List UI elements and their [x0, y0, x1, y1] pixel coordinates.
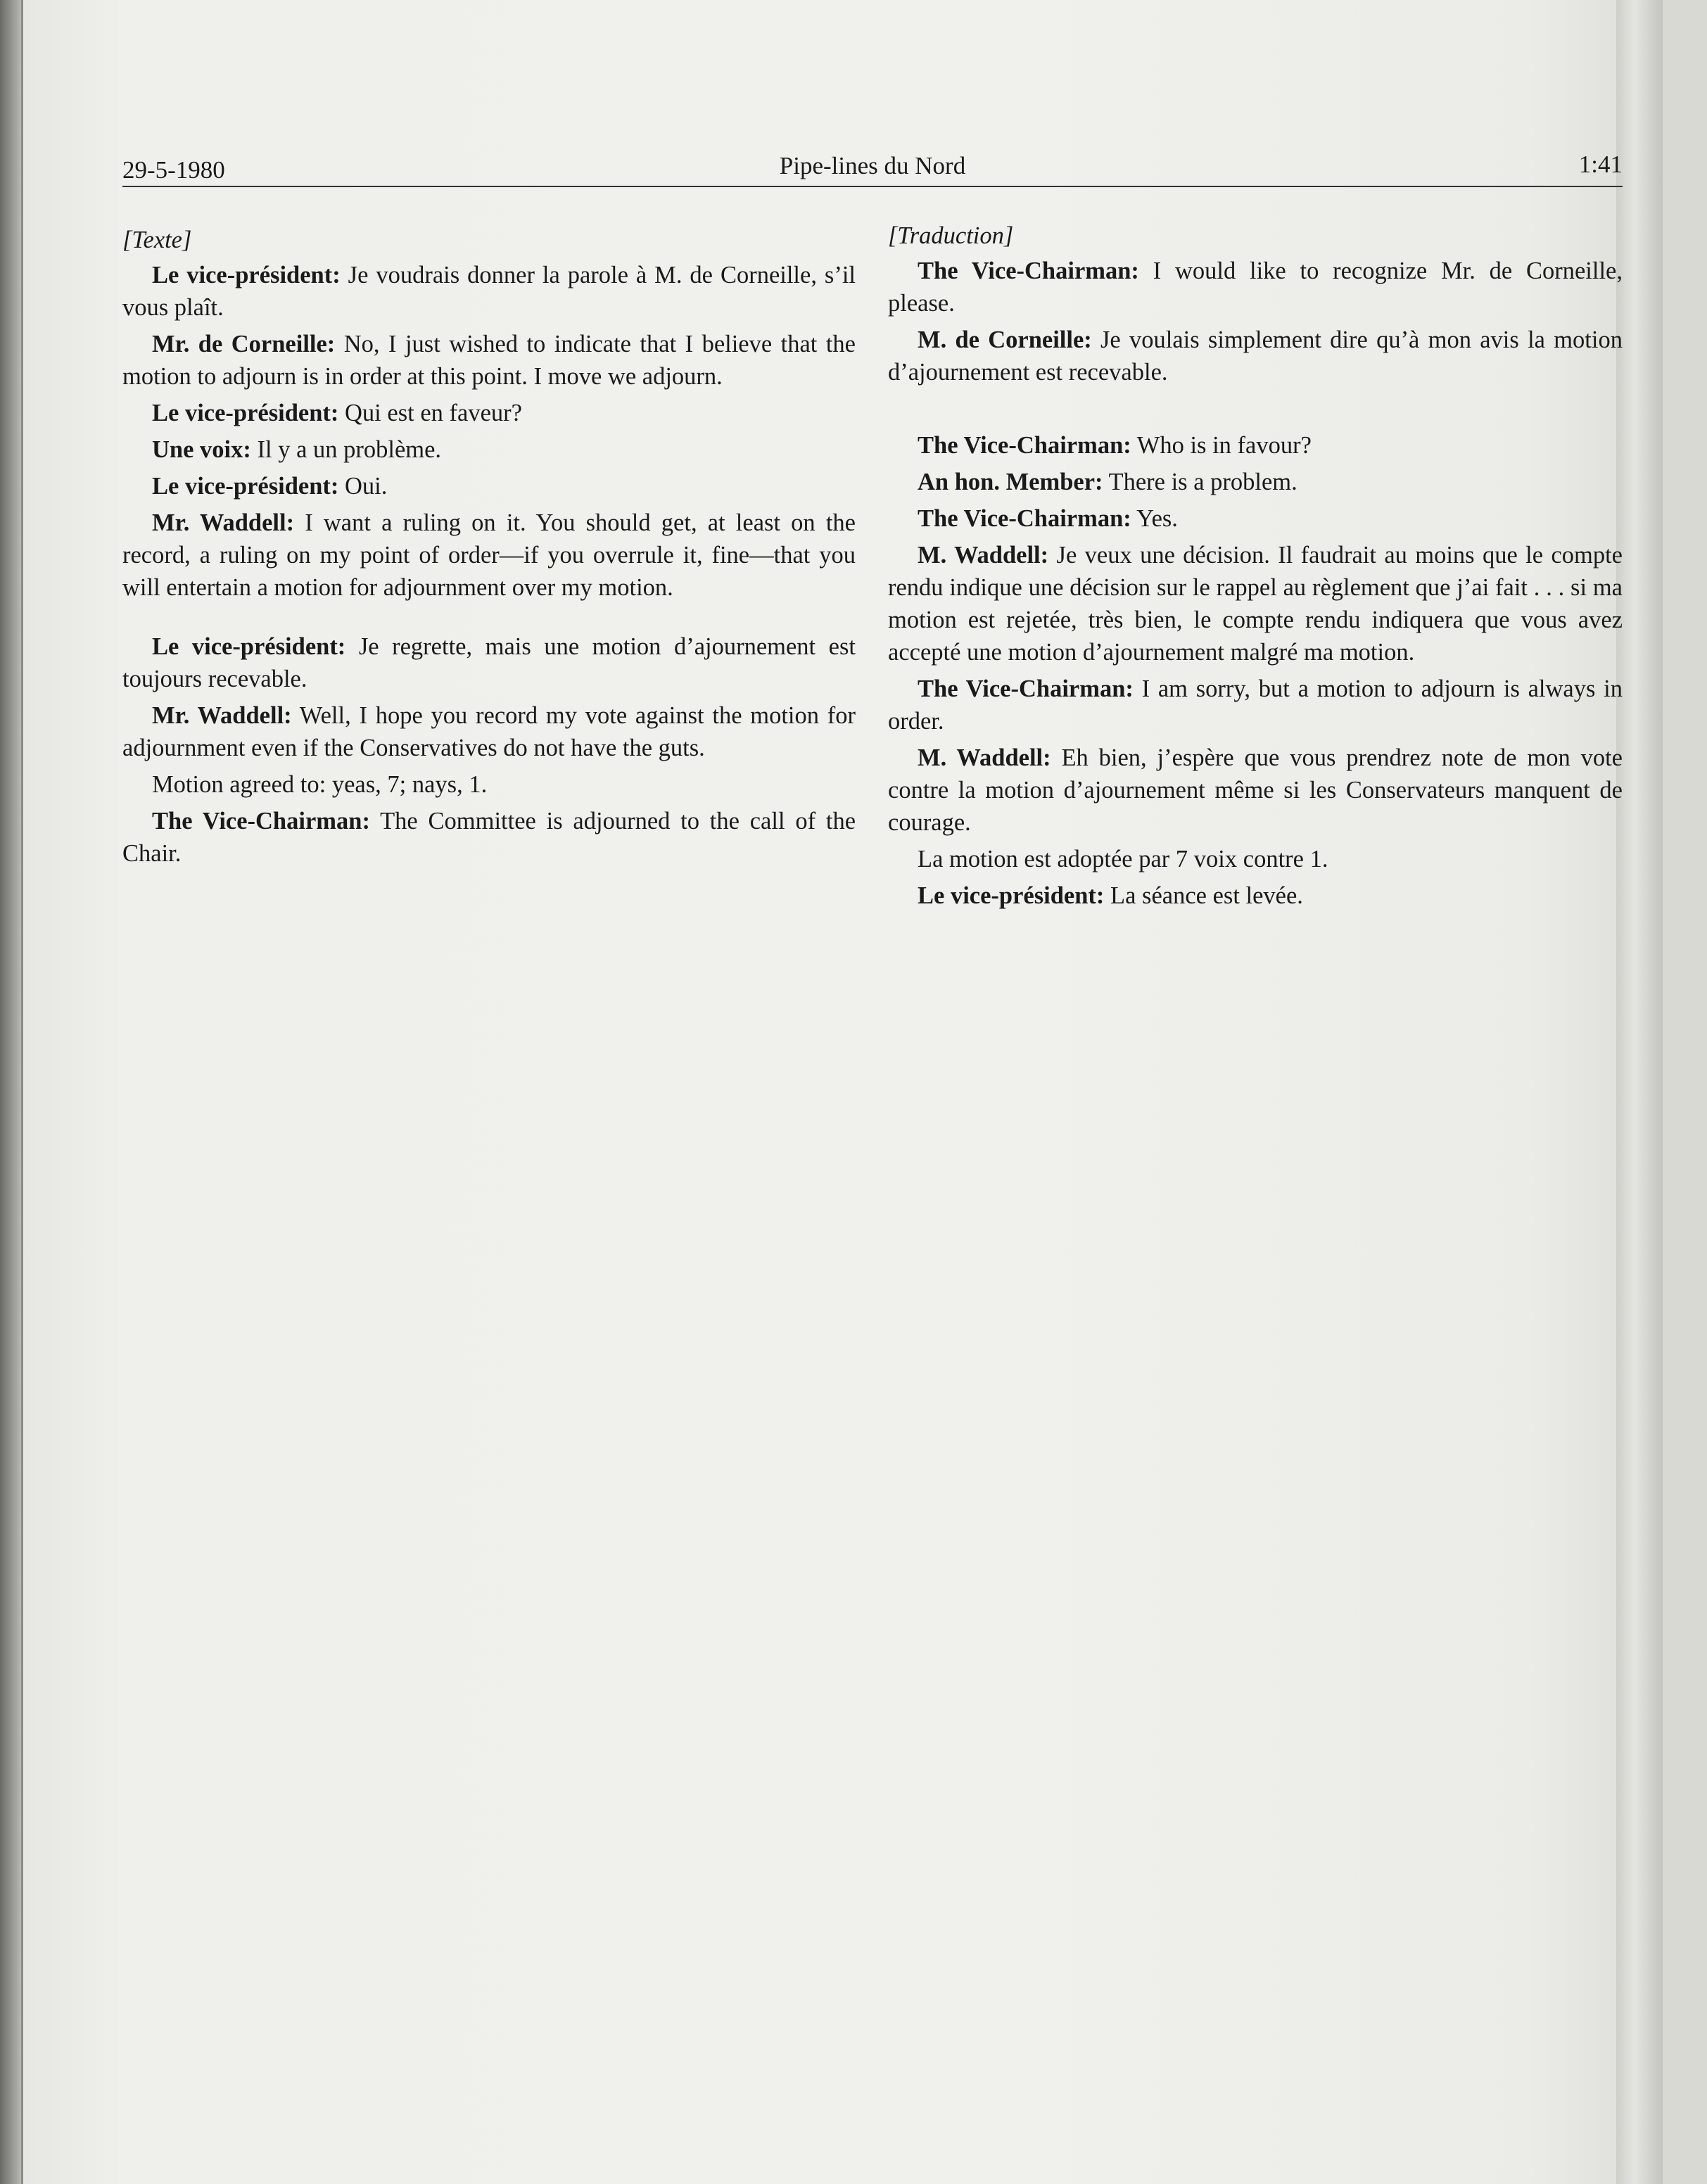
- speech-text: I am sorry, but a motion to adjourn is always in order.: [888, 675, 1623, 735]
- speaker-name: M. de Corneille:: [918, 326, 1092, 353]
- transcript-paragraph: [122, 433, 856, 466]
- transcript-paragraph: [888, 843, 1623, 875]
- speech-text: I want a ruling on it. You should get, at least on the record, a ruling on my point of order—if you overrule it, fine—that you will entertain a motion for adjournment over my motion.: [122, 509, 856, 601]
- speaker-name: The Vice-Chairman:: [152, 808, 370, 834]
- speaker-name: Une voix:: [152, 436, 251, 463]
- transcript-paragraph: [888, 255, 1623, 319]
- speech-text: Qui est en faveur?: [338, 400, 522, 426]
- transcript-paragraph: [122, 768, 856, 801]
- speaker-name: Le vice-président:: [152, 400, 339, 426]
- speaker-name: Le vice-président:: [152, 473, 339, 500]
- transcript-paragraph: [888, 673, 1623, 737]
- transcript-paragraph: [888, 220, 1623, 252]
- page-edge: [1616, 0, 1663, 2184]
- speaker-name: M. Waddell:: [918, 744, 1051, 771]
- transcript-paragraph: [122, 699, 856, 764]
- transcript-paragraph: [888, 880, 1623, 912]
- speaker-name: Mr. Waddell:: [152, 509, 295, 536]
- speech-text: [Traduction]: [888, 222, 1014, 249]
- speech-text: Je voulais simplement dire qu’à mon avis la motion d’ajournement est recevable.: [888, 326, 1623, 386]
- page-header: [122, 146, 1623, 187]
- speech-text: Yes.: [1131, 505, 1178, 532]
- speech-text: Je regrette, mais une motion d’ajournement est toujours recevable.: [122, 633, 856, 692]
- transcript-paragraph: [888, 502, 1623, 535]
- speech-text: [Texte]: [122, 227, 192, 253]
- speaker-name: Le vice-président:: [152, 262, 341, 288]
- transcript-paragraph: [888, 742, 1623, 839]
- transcript-paragraph: [122, 397, 856, 429]
- transcript-paragraph: [122, 470, 856, 502]
- speaker-name: Le vice-président:: [918, 882, 1105, 909]
- speaker-name: M. Waddell:: [918, 542, 1049, 569]
- speech-text: La motion est adoptée par 7 voix contre 1.: [918, 846, 1328, 872]
- transcript-paragraph: [122, 259, 856, 324]
- speech-text: Motion agreed to: yeas, 7; nays, 1.: [152, 771, 488, 798]
- header-date: 29-5-1980: [122, 156, 225, 184]
- speech-text: No, I just wished to indicate that I believe that the motion to adjourn is in order at this point. I move we adjourn.: [122, 331, 856, 390]
- speech-text: Il y a un problème.: [250, 436, 442, 463]
- speech-text: Well, I hope you record my vote against the motion for adjournment even if the Conservatives do not have the guts.: [122, 702, 856, 761]
- speaker-name: The Vice-Chairman:: [918, 432, 1131, 459]
- speech-text: Je veux une décision. Il faudrait au moins que le compte rendu indique une décision sur le rappel au règlement que j’ai fait . . . si ma motion est rejetée, très bien, le compte rendu indiquera que vous avez accepté une motion d’ajournement malgré ma motion.: [888, 542, 1623, 666]
- header-title: Pipe-lines du Nord: [779, 152, 966, 179]
- speech-text: La séance est levée.: [1104, 882, 1303, 909]
- speech-text: The Committee is adjourned to the call of the Chair.: [122, 808, 856, 867]
- speaker-name: An hon. Member:: [918, 469, 1103, 495]
- speaker-name: The Vice-Chairman:: [918, 505, 1131, 532]
- transcript-paragraph: [122, 630, 856, 695]
- speech-text: Je voudrais donner la parole à M. de Corneille, s’il vous plaît.: [122, 262, 856, 321]
- speech-text: Eh bien, j’espère que vous prendrez note de mon vote contre la motion d’ajournement même si les Conservateurs manquent de courage.: [888, 744, 1623, 836]
- transcript-paragraph: [888, 429, 1623, 462]
- speech-text: Who is in favour?: [1131, 432, 1312, 459]
- page-binding: [0, 0, 21, 2184]
- speaker-name: Mr. Waddell:: [152, 702, 292, 729]
- transcript-paragraph: [888, 466, 1623, 498]
- transcript-paragraph: [888, 539, 1623, 668]
- speech-text: Oui.: [338, 473, 388, 500]
- speaker-name: Le vice-président:: [152, 633, 346, 660]
- left-column-french: [122, 224, 856, 874]
- speaker-name: The Vice-Chairman:: [918, 258, 1139, 284]
- speech-text: There is a problem.: [1103, 469, 1297, 495]
- speaker-name: The Vice-Chairman:: [918, 675, 1134, 702]
- transcript-paragraph: [122, 805, 856, 870]
- transcript-paragraph: [122, 328, 856, 393]
- speaker-name: Mr. de Corneille:: [152, 331, 336, 357]
- header-page-number: 1:41: [1578, 151, 1623, 178]
- transcript-paragraph: [122, 224, 856, 256]
- transcript-paragraph: [888, 324, 1623, 388]
- transcript-paragraph: [122, 507, 856, 604]
- speech-text: I would like to recognize Mr. de Corneille, please.: [888, 258, 1623, 317]
- right-column-english: [888, 220, 1623, 916]
